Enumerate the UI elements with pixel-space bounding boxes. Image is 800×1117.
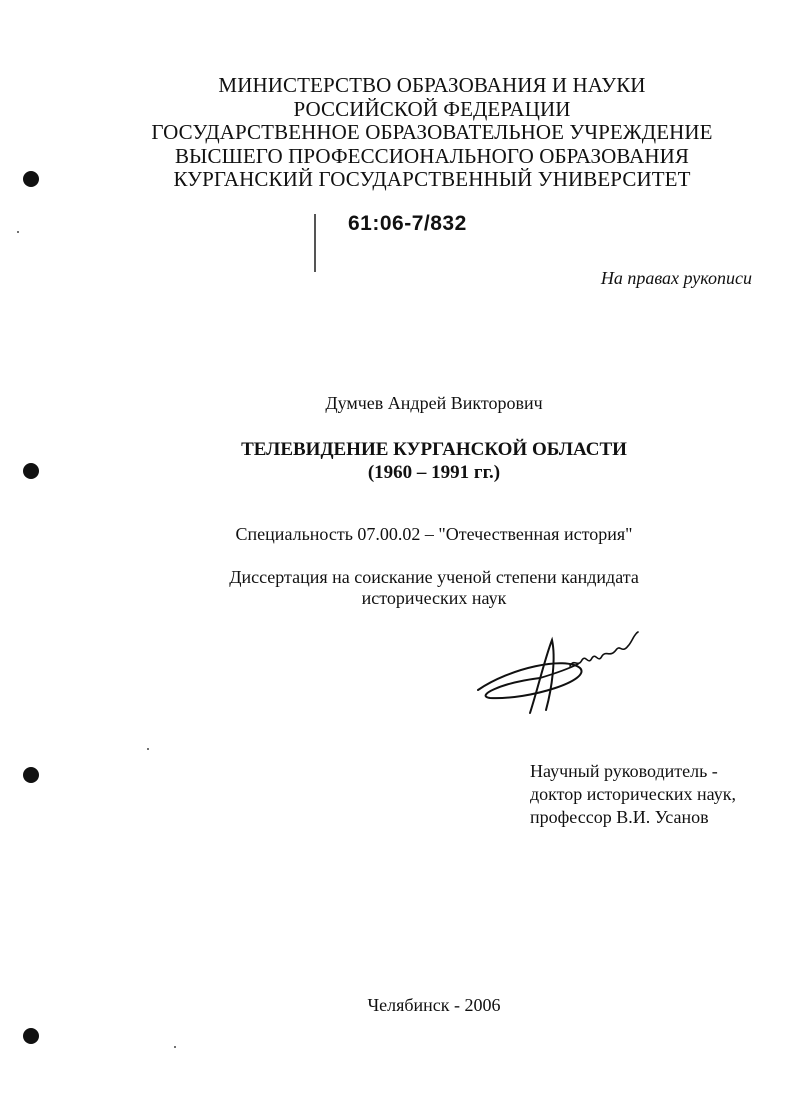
catalog-code: 61:06-7/832	[348, 212, 467, 235]
header-line: ВЫСШЕГО ПРОФЕССИОНАЛЬНОГО ОБРАЗОВАНИЯ	[174, 143, 690, 168]
specialty-line: Специальность 07.00.02 – "Отечественная история"	[235, 524, 633, 544]
header-line: ГОСУДАРСТВЕННОЕ ОБРАЗОВАТЕЛЬНОЕ УЧРЕЖДЕНИЕ	[151, 120, 713, 144]
binder-hole	[23, 171, 39, 187]
author-name: Думчев Андрей Викторович	[325, 393, 543, 413]
rights-note: На правах рукописи	[600, 268, 752, 288]
scan-speck	[17, 231, 19, 233]
supervisor-line-3: профессор В.И. Усанов	[530, 807, 709, 827]
dissertation-title	[0, 438, 800, 484]
supervisor-block	[530, 760, 736, 829]
handwritten-signature	[470, 628, 650, 718]
binder-hole	[23, 767, 39, 783]
supervisor-line-2: доктор исторических наук,	[530, 784, 736, 804]
institution-header	[100, 74, 764, 192]
title-main: ТЕЛЕВИДЕНИЕ КУРГАНСКОЙ ОБЛАСТИ	[241, 439, 627, 460]
header-line: МИНИСТЕРСТВО ОБРАЗОВАНИЯ И НАУКИ	[218, 73, 646, 97]
place-and-year: Челябинск - 2006	[367, 995, 501, 1015]
scan-speck	[147, 748, 149, 750]
title-period: (1960 – 1991 гг.)	[367, 462, 501, 483]
supervisor-line-1: Научный руководитель -	[530, 761, 718, 781]
binder-hole	[23, 1028, 39, 1044]
stamp-margin-line	[314, 214, 316, 272]
scan-speck	[174, 1046, 176, 1048]
degree-statement	[0, 567, 800, 609]
degree-line-1: Диссертация на соискание ученой степени кандидата	[229, 567, 639, 587]
header-line: РОССИЙСКОЙ ФЕДЕРАЦИИ	[293, 96, 571, 121]
degree-line-2: исторических наук	[361, 588, 507, 608]
header-line: КУРГАНСКИЙ ГОСУДАРСТВЕННЫЙ УНИВЕРСИТЕТ	[173, 167, 691, 191]
